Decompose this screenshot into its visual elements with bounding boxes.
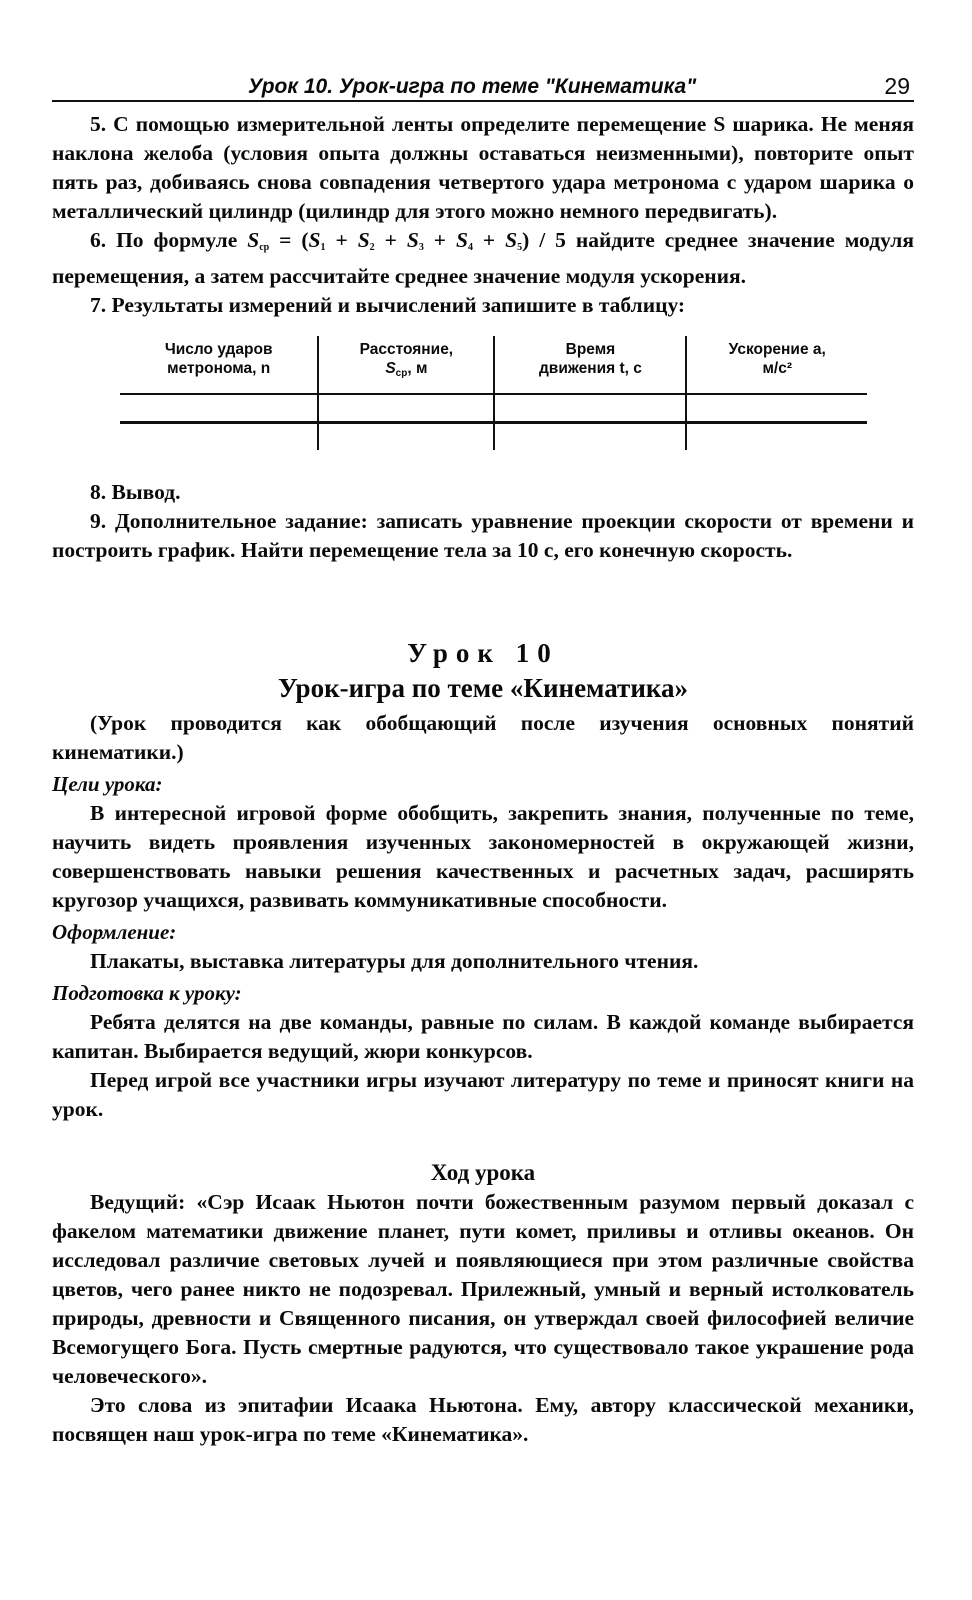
prep-label: Подготовка к уроку: <box>52 981 242 1005</box>
table-cell <box>318 394 494 423</box>
host-label: Ведущий: <box>90 1190 186 1214</box>
lesson-number: Урок 10 <box>407 638 559 668</box>
step-9: 9. Дополнительное задание: записать уравнение проекции скорости от времени и построить график. Найти перемещение тела за 10 с, его конечную скорость. <box>52 509 914 562</box>
host-text: «Сэр Исаак Ньютон почти божественным разумом первый доказал с факелом математики движение планет, пути комет, приливы и отливы океанов. Он исследовал различие световых лучей и появляющиеся при этом различные свойства цветов, чего ранее никто не подозревал. Прилежный, умный и верный истолкователь природы, древности и Священного писания, он утверждал своей философией величие Всемогущего Бога. Пусть смертные радуются, что существовало такое украшение рода человеческого». <box>52 1190 914 1388</box>
closing-paragraph: Это слова из эпитафии Исаака Ньютона. Ему, автору классической механики, посвящен наш урок-игра по теме «Кинематика». <box>52 1393 914 1446</box>
page-number: 29 <box>884 73 910 99</box>
step-5: 5. С помощью измерительной ленты определите перемещение S шарика. Не меняя наклона желоба (условия опыта должны оставаться неизменными), повторите опыт пять раз, добиваясь снова совпадения четвертого удара метронома с ударом шарика о металлический цилиндр (цилиндр для этого можно немного передвигать). <box>52 112 914 223</box>
step-8: 8. Вывод. <box>90 480 181 504</box>
table-cell <box>120 423 318 451</box>
step-6: 6. По формуле $S_{ср} = (S_1 + S_2 + S_3 + S_4 + S_5) / 5$ найдите среднее значение модуля перемещения, а затем рассчитайте среднее значение модуля ускорения. <box>52 228 914 288</box>
prep-text-2: Перед игрой все участники игры изучают литературу по теме и приносят книги на урок. <box>52 1068 914 1121</box>
prep-text-1: Ребята делятся на две команды, равные по силам. В каждой команде выбирается капитан. Выбирается ведущий, жюри конкурсов. <box>52 1010 914 1063</box>
average-formula: $S_{ср}$ <box>247 228 270 253</box>
lesson-title: Урок-игра по теме «Кинематика» <box>277 673 689 703</box>
design-text: Плакаты, выставка литературы для дополнительного чтения. <box>90 949 699 973</box>
lesson-heading <box>52 637 914 705</box>
step-7: 7. Результаты измерений и вычислений запишите в таблицу: <box>90 293 686 317</box>
table-cell <box>686 394 867 423</box>
running-header <box>52 58 914 102</box>
table-cell <box>494 394 686 423</box>
table-row <box>120 423 867 451</box>
col-header-time: Время движения t, с <box>494 336 686 394</box>
procedure-steps <box>52 110 914 320</box>
col-header-acceleration: Ускорение a, м/с² <box>686 336 867 394</box>
lesson-note: (Урок проводится как обобщающий после изучения основных понятий кинематики.) <box>52 711 914 764</box>
step-6-intro: 6. По формуле <box>90 228 248 252</box>
design-label: Оформление: <box>52 920 177 944</box>
table-cell <box>120 394 318 423</box>
table-cell <box>494 423 686 451</box>
book-page <box>52 58 914 1449</box>
course-heading: Ход урока <box>430 1160 536 1185</box>
table-cell <box>686 423 867 451</box>
running-header-title: Урок 10. Урок-игра по теме "Кинематика" <box>248 75 697 98</box>
table-row <box>120 394 867 423</box>
goals-label: Цели урока: <box>52 772 163 796</box>
table-cell <box>318 423 494 451</box>
goals-text: В интересной игровой форме обобщить, закрепить знания, полученные по теме, научить видеть проявления изученных закономерностей в окружающей жизни, совершенствовать навыки решения качественных и расчетных задач, расширять кругозор учащихся, развивать коммуникативные способности. <box>52 801 914 912</box>
host-speech <box>52 1188 914 1391</box>
col-header-beats: Число ударов метронома, n <box>120 336 318 394</box>
final-steps <box>52 478 914 565</box>
col-header-distance: Расстояние, $S_{ср}$, м <box>318 336 494 394</box>
results-table <box>120 336 867 450</box>
step-6-rest: найдите среднее значение модуля перемещения, а затем рассчитайте среднее значение модуля ускорения. <box>52 228 914 288</box>
